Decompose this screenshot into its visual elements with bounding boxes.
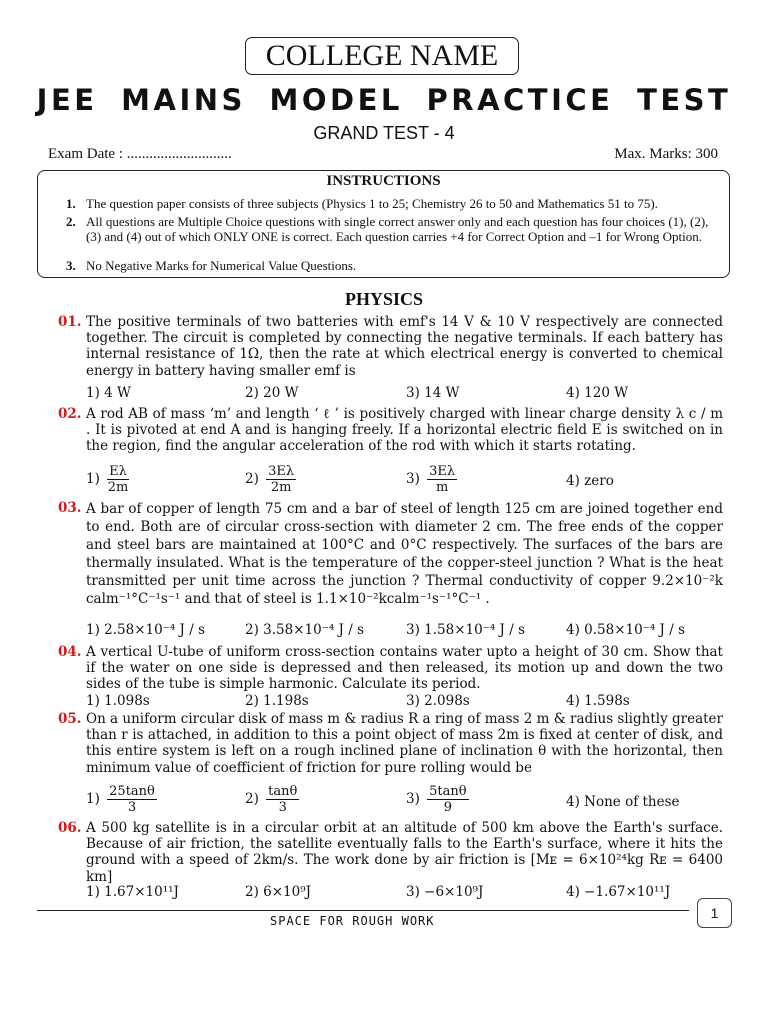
option-label: 1) bbox=[86, 791, 100, 807]
option-label: 3) bbox=[406, 791, 420, 807]
test-subtitle: GRAND TEST - 4 bbox=[313, 123, 455, 143]
fraction bbox=[266, 464, 296, 495]
fraction-numerator: 25tanθ bbox=[109, 784, 155, 799]
question-text: A 500 kg satellite is in a circular orbit at an altitude of 500 km above the Earth's surface. Because of air friction, the satellite eventually falls to the Earth's surface, where it hits the ground with a speed of 2km/s. The work done by air friction is [Mᴇ = 6×10²⁴kg Rᴇ = 6400 km] bbox=[86, 820, 723, 885]
fraction bbox=[266, 784, 299, 815]
option-4 bbox=[566, 794, 680, 810]
rough-work-label: SPACE FOR ROUGH WORK bbox=[270, 914, 435, 928]
fraction-numerator: tanθ bbox=[268, 784, 298, 799]
option-1: 1) 4 W bbox=[86, 385, 131, 401]
fraction-numerator: Eλ bbox=[109, 464, 127, 479]
instruction-text: No Negative Marks for Numerical Value Questions. bbox=[86, 258, 357, 273]
question-number: 04. bbox=[58, 644, 82, 660]
option-2: 2) 6×10⁹J bbox=[245, 884, 312, 900]
instruction-text: All questions are Multiple Choice questions with single correct answer only and each question has four choices (1), (2), (3) and (4) out of which ONLY ONE is correct. Each question carries +4 for Correct Option and –1 for Wrong Option. bbox=[86, 214, 709, 244]
fraction bbox=[107, 464, 129, 495]
question-number: 05. bbox=[58, 711, 82, 727]
fraction bbox=[107, 784, 157, 815]
question-text: A rod AB of mass ‘m’ and length ‘ ℓ ’ is positively charged with linear charge density λ c / m . It is pivoted at end A and is hanging freely. If a horizontal electric field E is switched on in the region, find the angular acceleration of the rod with which it starts rotating. bbox=[86, 406, 723, 455]
option-label: 1) bbox=[86, 471, 100, 487]
max-marks: Max. Marks: 300 bbox=[614, 146, 718, 162]
question-4 bbox=[58, 644, 723, 709]
instruction-number: 2. bbox=[66, 214, 76, 229]
option-label: 4) bbox=[566, 473, 580, 489]
question-1 bbox=[58, 314, 723, 401]
page-number: 1 bbox=[697, 898, 732, 928]
option-label: 4) bbox=[566, 794, 580, 810]
option-4: 4) −1.67×10¹¹J bbox=[566, 884, 671, 900]
option-1 bbox=[86, 464, 129, 495]
question-text: The positive terminals of two batteries with emf's 14 V & 10 V respectively are connected together. The circuit is completed by connecting the negative terminals. If each battery has internal resistance of 1Ω, then the rate at which electrical energy is converted to chemical energy in battery having smaller emf is bbox=[86, 314, 723, 379]
option-3 bbox=[406, 464, 457, 495]
instruction-item bbox=[66, 259, 719, 274]
fraction bbox=[427, 464, 457, 495]
option-3: 3) 2.098s bbox=[406, 693, 470, 709]
test-title: JEE MAINS MODEL PRACTICE TEST bbox=[36, 83, 732, 117]
fraction-denominator: 3 bbox=[278, 800, 287, 815]
option-1: 1) 1.67×10¹¹J bbox=[86, 884, 179, 900]
question-number: 02. bbox=[58, 406, 82, 422]
option-4: 4) 120 W bbox=[566, 385, 629, 401]
option-1 bbox=[86, 784, 157, 815]
fraction-denominator: 2m bbox=[270, 480, 292, 495]
instruction-item bbox=[66, 215, 719, 244]
option-2 bbox=[245, 784, 299, 815]
question-text: A vertical U-tube of uniform cross-section contains water upto a height of 30 cm. Show that if the water on one side is depressed and then released, its motion up and down the two sides of the tube is simple harmonic. Calculate its period. bbox=[86, 644, 723, 693]
question-number: 06. bbox=[58, 820, 82, 836]
question-number: 03. bbox=[58, 500, 82, 516]
fraction-numerator: 3Eλ bbox=[268, 464, 295, 479]
college-name: COLLEGE NAME bbox=[245, 37, 519, 75]
option-4 bbox=[566, 473, 614, 489]
option-label: 2) bbox=[245, 471, 259, 487]
instruction-item bbox=[66, 197, 719, 212]
question-number: 01. bbox=[58, 314, 82, 330]
footer-divider bbox=[37, 910, 689, 911]
option-4: 4) 0.58×10⁻⁴ J / s bbox=[566, 622, 685, 638]
option-label: 2) bbox=[245, 791, 259, 807]
section-title: PHYSICS bbox=[344, 289, 424, 309]
option-3: 3) 14 W bbox=[406, 385, 460, 401]
option-1: 1) 1.098s bbox=[86, 693, 150, 709]
option-label: 3) bbox=[406, 471, 420, 487]
instruction-text: The question paper consists of three subjects (Physics 1 to 25; Chemistry 26 to 50 and Mathematics 51 to 75). bbox=[86, 196, 658, 211]
option-3: 3) 1.58×10⁻⁴ J / s bbox=[406, 622, 525, 638]
option-2 bbox=[245, 464, 296, 495]
option-text: None of these bbox=[584, 794, 680, 810]
option-3: 3) −6×10⁹J bbox=[406, 884, 484, 900]
instruction-number: 1. bbox=[66, 196, 76, 211]
fraction-numerator: 3Eλ bbox=[429, 464, 456, 479]
question-6 bbox=[58, 820, 723, 900]
option-2: 2) 20 W bbox=[245, 385, 299, 401]
question-3 bbox=[58, 500, 723, 638]
fraction-numerator: 5tanθ bbox=[429, 784, 467, 799]
exam-date: Exam Date : ............................ bbox=[48, 146, 232, 162]
fraction bbox=[427, 784, 468, 815]
instruction-number: 3. bbox=[66, 258, 76, 273]
question-text: A bar of copper of length 75 cm and a bar of steel of length 125 cm are joined together end to end. Both are of circular cross-section with diameter 2 cm. The free ends of the copper and steel bars are maintained at 100°C and 0°C respectively. The surfaces of the bars are thermally insulated. What is the temperature of the copper-steel junction ? What is the heat transmitted per unit time across the junction ? Thermal conductivity of copper 9.2×10⁻²k calm⁻¹°C⁻¹s⁻¹ and that of steel is 1.1×10⁻²kcalm⁻¹s⁻¹°C⁻¹ . bbox=[86, 501, 723, 607]
option-2: 2) 1.198s bbox=[245, 693, 309, 709]
fraction-denominator: 9 bbox=[443, 800, 453, 815]
option-4: 4) 1.598s bbox=[566, 693, 630, 709]
option-3 bbox=[406, 784, 469, 815]
question-text: On a uniform circular disk of mass m & radius R a ring of mass 2 m & radius slightly greater than r is attached, in addition to this a point object of mass 2m is fixed at center of disk, and this entire system is left on a rough inclined plane of inclination θ with the horizontal, then minimum value of coefficient of friction for pure rolling would be bbox=[86, 711, 723, 776]
fraction-denominator: 3 bbox=[127, 800, 137, 815]
fraction-denominator: 2m bbox=[107, 480, 129, 495]
instructions-title: INSTRUCTIONS bbox=[326, 173, 441, 189]
option-text: zero bbox=[584, 473, 614, 489]
instructions-box bbox=[37, 170, 730, 278]
option-1: 1) 2.58×10⁻⁴ J / s bbox=[86, 622, 205, 638]
fraction-denominator: m bbox=[435, 480, 449, 495]
option-2: 2) 3.58×10⁻⁴ J / s bbox=[245, 622, 364, 638]
